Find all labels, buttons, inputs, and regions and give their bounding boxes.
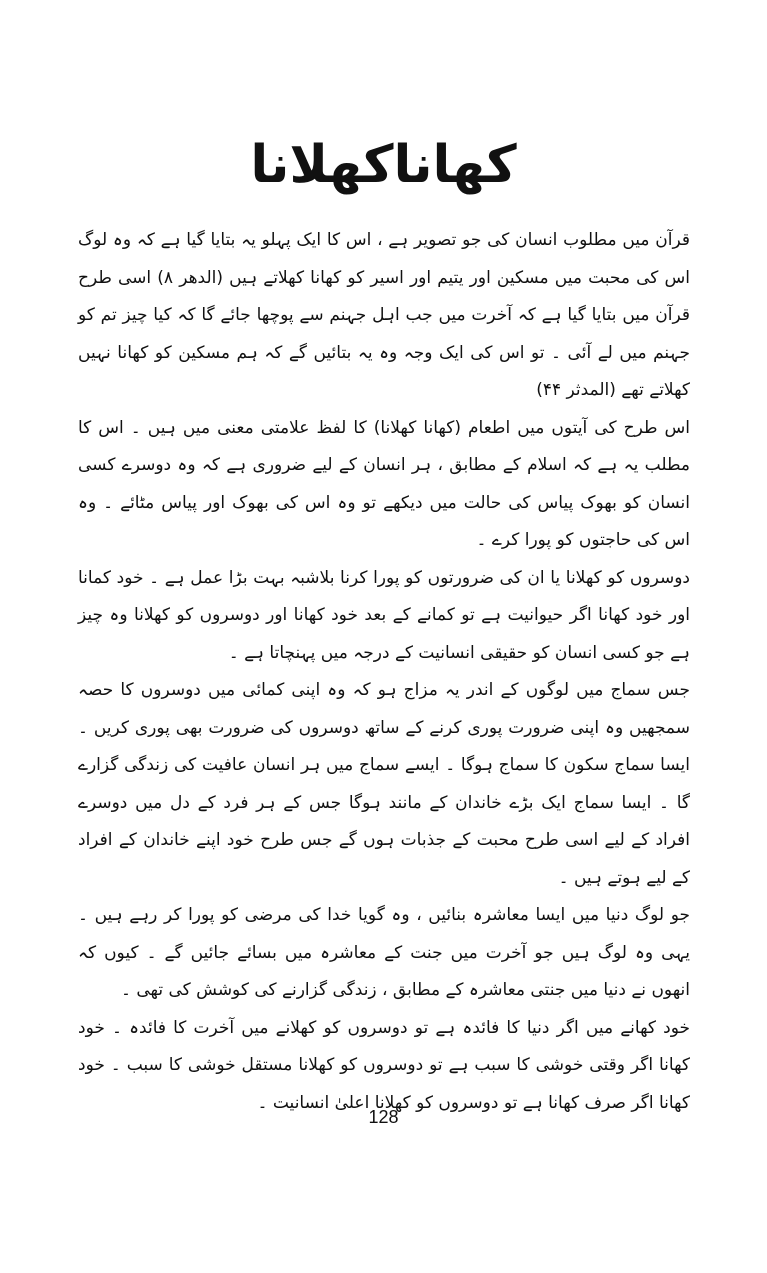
paragraph-4: جس سماج میں لوگوں کے اندر یہ مزاج ہو کہ وہ اپنی کمائی میں دوسروں کا حصہ سمجھیں وہ اپنی ضرورت پوری کرنے کے ساتھ دوسروں کی ضرورت بھی پوری کریں ۔ ایسا سماج سکون کا سماج ہوگا ۔ ایسے سماج میں ہر انسان عافیت کی زندگی گزارے گا ۔ ایسا سماج ایک بڑے خاندان کے مانند ہوگا جس کے ہر فرد کے دل میں دوسرے افراد کے لیے اسی طرح محبت کے جذبات ہوں گے جس طرح خود اپنے خاندان کے افراد کے لیے ہوتے ہیں ۔ xyxy=(78,680,690,888)
paragraph-6: خود کھانے میں اگر دنیا کا فائدہ ہے تو دوسروں کو کھلانے میں آخرت کا فائدہ ۔ خود کھانا اگر وقتی خوشی کا سبب ہے تو دوسروں کو کھلانا مستقل خوشی کا سبب ۔ خود کھانا اگر صرف کھانا ہے تو دوسروں کو کھلانا اعلیٰ انسانیت ۔ xyxy=(78,1017,690,1113)
page-number: 128 xyxy=(368,1107,399,1127)
page-title: کھاناکھلانا xyxy=(250,135,517,195)
paragraph-2: اس طرح کی آیتوں میں اطعام (کھانا کھلانا) کا لفظ علامتی معنی میں ہیں ۔ اس کا مطلب یہ ہے کہ اسلام کے مطابق ، ہر انسان کے لیے ضروری ہے کہ وہ دوسرے کسی انسان کو بھوک پیاس کی حالت میں دیکھے تو وہ اس کی بھوک اور پیاس مٹائے ۔ وہ اس کی حاجتوں کو پورا کرے ۔ xyxy=(78,417,690,550)
paragraph-3: دوسروں کو کھلانا یا ان کی ضرورتوں کو پورا کرنا بلاشبہ بہت بڑا عمل ہے ۔ خود کمانا اور خود کھانا اگر حیوانیت ہے تو کمانے کے بعد خود کھانا اور دوسروں کو کھلانا وہ چیز ہے جو کسی انسان کو حقیقی انسانیت کے درجہ میں پہنچاتا ہے ۔ xyxy=(78,567,690,663)
body-text xyxy=(78,222,690,1122)
paragraph-5: جو لوگ دنیا میں ایسا معاشرہ بنائیں ، وہ گویا خدا کی مرضی کو پورا کر رہے ہیں ۔ یہی وہ لوگ ہیں جو آخرت میں جنت کے معاشرہ میں بسائے جائیں گے ۔ کیوں کہ انھوں نے دنیا میں جنتی معاشرہ کے مطابق ، زندگی گزارنے کی کوشش کی تھی ۔ xyxy=(78,905,690,1000)
paragraph-1: قرآن میں مطلوب انسان کی جو تصویر ہے ، اس کا ایک پہلو یہ بتایا گیا ہے کہ وہ لوگ اس کی محبت میں مسکین اور یتیم اور اسیر کو کھانا کھلاتے ہیں (الدھر ۸) اسی طرح قرآن میں بتایا گیا ہے کہ آخرت میں جب اہل جہنم سے پوچھا جائے گا کہ کیا چیز تم کو جہنم میں لے آئی ۔ تو اس کی ایک وجہ وہ یہ بتائیں گے کہ ہم مسکین کو کھانا نہیں کھلاتے تھے (المدثر ۴۴) xyxy=(78,230,690,400)
